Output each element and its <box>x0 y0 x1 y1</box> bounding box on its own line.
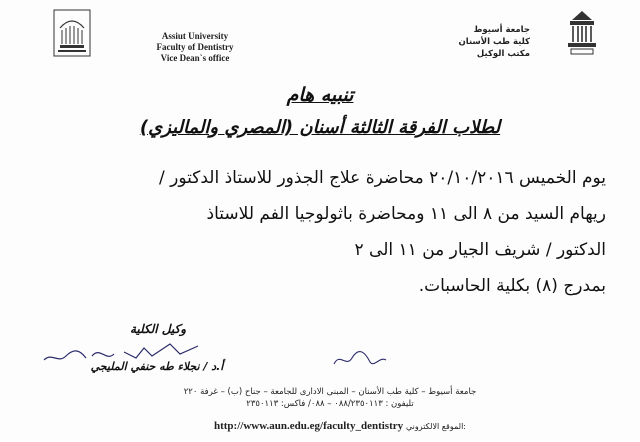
header-faculty-ar: كلية طب الأسنان <box>458 37 530 47</box>
footer-address: جامعة أسيوط – كلية طب الأسنان – المبنى الادارى للجامعة – جناح (ب) – غرفة ٢٢٠ <box>183 387 477 397</box>
header-university: Assiut University <box>161 31 229 41</box>
notice-body <box>40 160 606 304</box>
signature-title: وكيل الكلية <box>129 322 187 336</box>
header-university-ar: جامعة أسيوط <box>473 25 530 35</box>
website-link[interactable]: http://www.aun.edu.eg/faculty_dentistry <box>213 420 404 432</box>
notice-title: تنبيه هام <box>286 84 354 106</box>
footer-website <box>160 420 520 432</box>
signature-name: أ.د / نجلاء طه حنفي المليجي <box>90 360 224 373</box>
notice-body-line: بمدرج (٨) بكلية الحاسبات. <box>418 276 606 296</box>
university-logo-icon <box>52 8 92 58</box>
header-office-ar: مكتب الوكيل <box>476 49 530 59</box>
notice-subtitle: لطلاب الفرقة الثالثة أسنان (المصري والماليزي) <box>139 117 501 138</box>
header-office: Vice Dean`s office <box>160 53 230 63</box>
english-header <box>140 31 250 64</box>
arabic-header <box>440 24 530 60</box>
notice-body-line: يوم الخميس ٢٠/١٠/٢٠١٦ محاضرة علاج الجذور للاستاذ الدكتور / <box>159 168 606 188</box>
notice-body-line: ريهام السيد من ٨ الى ١١ ومحاضرة باثولوجيا الفم للاستاذ <box>206 204 606 224</box>
notice-body-line: الدكتور / شريف الجيار من ١١ الى ٢ <box>354 240 606 260</box>
website-label: الموقع الالكتروني: <box>406 422 466 431</box>
header-faculty: Faculty of Dentistry <box>156 42 234 52</box>
footer-contact <box>150 386 510 410</box>
faculty-logo-icon <box>562 8 602 58</box>
handwritten-initials <box>330 344 390 374</box>
footer-phone: تليفون : ٠٨٨/٢٣٥٠١١٣ – ٠٨٨/ فاكس: ٢٣٥٠١١٣ <box>246 399 414 409</box>
